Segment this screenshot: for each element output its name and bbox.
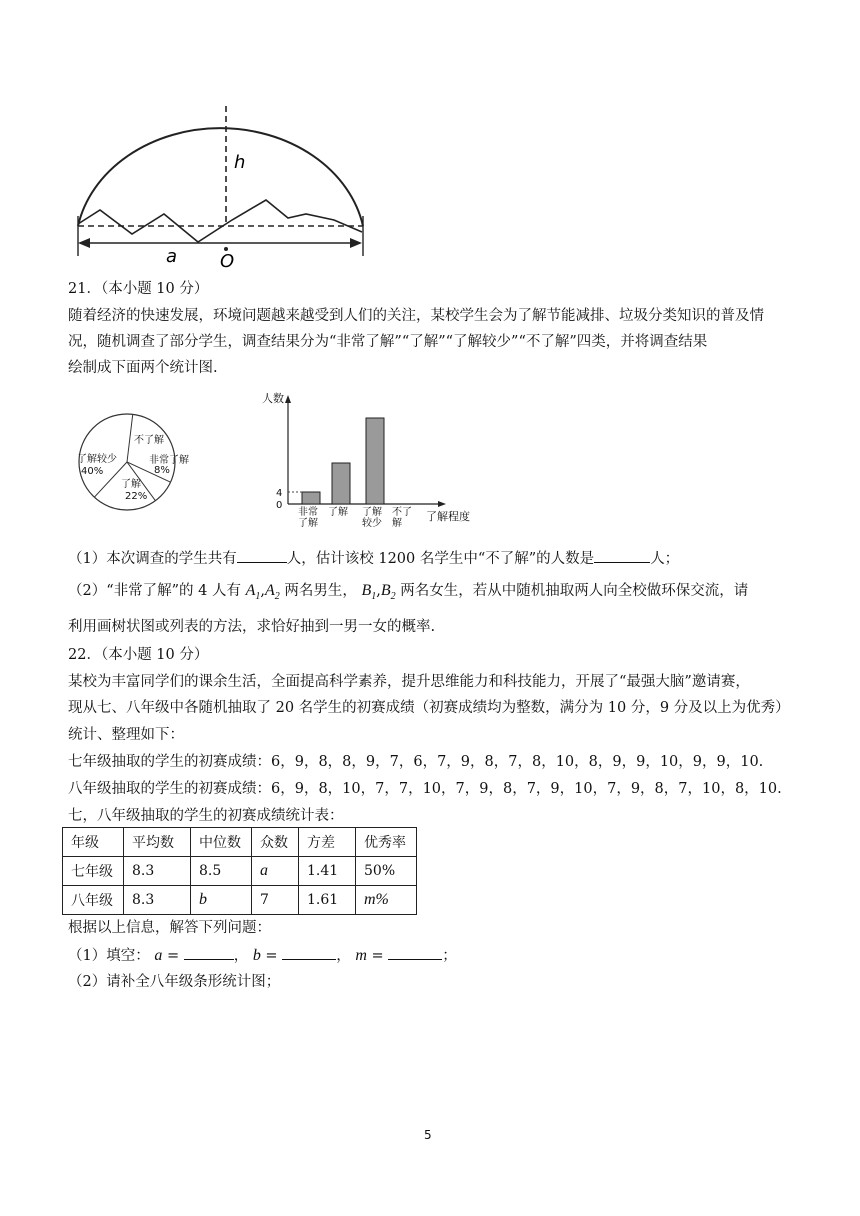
q21-para1: 随着经济的快速发展，环境问题越来越受到人们的关注，某校学生会为了解节能减排、垃圾分类知识的普及情 [68, 308, 764, 324]
pie-slice-label: 非常了解 [149, 455, 189, 466]
table-header-cell: 中位数 [191, 828, 252, 857]
table-cell: a [252, 857, 299, 886]
x-axis-arrow [438, 501, 446, 507]
table-header-row [63, 828, 417, 857]
q22-para3: 统计、整理如下： [68, 727, 184, 743]
symbol-a1: $A_1$ [245, 582, 261, 603]
stats-table [62, 827, 417, 915]
q22-instruction: 根据以上信息，解答下列问题： [68, 920, 271, 936]
bar [302, 492, 320, 504]
pie-value-label: 8% [154, 465, 170, 476]
x-tick-label: 了解 [362, 507, 382, 518]
q21-part1-b: 人，估计该校 1200 名学生中“不了解”的人数是 [286, 551, 595, 567]
blank-b[interactable] [282, 945, 336, 960]
blank-unknown-count[interactable] [594, 548, 650, 563]
q22-heading: 22．（本小题 10 分） [68, 647, 209, 663]
q21-part2-b: 两名男生， [284, 583, 357, 599]
table-cell: 8.3 [124, 857, 191, 886]
x-tick-label: 非常 [298, 507, 318, 518]
arrow-left-head [78, 238, 90, 248]
bar [332, 463, 350, 504]
q21-part2-line2: 利用画树状图或列表的方法，求恰好抽到一男一女的概率. [68, 619, 436, 635]
var-a: a [154, 947, 163, 964]
table-cell: 1.61 [299, 886, 356, 915]
page-number: 5 [424, 1128, 432, 1142]
pie-chart [72, 410, 189, 516]
x-axis-label: 了解程度 [426, 510, 470, 523]
table-cell: b [191, 886, 252, 915]
q22-para1: 某校为丰富同学们的课余生活，全面提高科学素养，提升思维能力和科技能力，开展了“最强大脑”邀请赛， [68, 674, 750, 690]
x-tick-label: 了解 [298, 518, 318, 529]
q22-para2: 现从七、八年级中各随机抽取了 20 名学生的初赛成绩（初赛成绩均为整数，满分为 10 分，9 分及以上为优秀） [68, 700, 790, 716]
q21-heading: 21．（本小题 10 分） [68, 281, 209, 297]
table-header-cell: 年级 [63, 828, 124, 857]
q22-table-caption: 七，八年级抽取的学生的初赛成绩统计表： [68, 808, 344, 824]
terrain-zigzag [78, 200, 362, 242]
pie-slice-boundary [127, 414, 133, 462]
pie-slice-label: 了解 [121, 479, 141, 490]
table-header-cell: 方差 [299, 828, 356, 857]
q22-part1: （1）填空： a = ， b = ， m = ； [68, 947, 457, 964]
var-b: b [252, 947, 261, 964]
pie-value-label: 40% [81, 466, 104, 477]
table-cell: m% [356, 886, 417, 915]
bar [366, 418, 384, 504]
symbol-a2: $A_2$ [265, 582, 280, 603]
y-axis-label: 人数 [262, 392, 284, 405]
q22-grade7-scores: 七年级抽取的学生的初赛成绩：6，9，8，8，9，7，6，7，9，8，7，8，10，8，9，9，10，9，9，10. [68, 754, 764, 770]
pie-slice-label: 了解较少 [77, 454, 117, 465]
blank-m[interactable] [388, 945, 442, 960]
pie-slice-label: 不了解 [134, 435, 164, 446]
table-cell: 1.41 [299, 857, 356, 886]
q21-para3: 绘制成下面两个统计图. [68, 360, 218, 376]
arrow-right-head [350, 238, 362, 248]
table-cell: 7 [252, 886, 299, 915]
q21-part1-c: 人； [650, 551, 680, 567]
table-cell: 七年级 [63, 857, 124, 886]
pie-value-label: 22% [125, 491, 148, 502]
table-cell: 八年级 [63, 886, 124, 915]
x-tick-label: 了解 [328, 507, 348, 518]
q21-part2-a: （2）“非常了解”的 4 人有 [68, 583, 241, 599]
x-tick-label: 不了 [392, 507, 412, 518]
table-header-cell: 平均数 [124, 828, 191, 857]
label-h: h [234, 152, 246, 173]
label-o: O [220, 251, 235, 272]
var-m: m [355, 947, 367, 964]
q22-part2: （2）请补全八年级条形统计图； [68, 974, 281, 990]
arch-semicircle [78, 128, 363, 226]
blank-total-students[interactable] [237, 548, 287, 563]
q21-part1-a: （1）本次调查的学生共有 [68, 551, 237, 567]
x-tick-label: 解 [392, 518, 402, 529]
arch-figure [60, 96, 380, 272]
y-tick-label: 4 [276, 488, 283, 499]
table-header-cell: 众数 [252, 828, 299, 857]
y-axis-arrow [285, 395, 291, 403]
bar-chart [258, 390, 482, 530]
symbol-b2: $B_2$ [380, 582, 396, 603]
table-row [63, 886, 417, 915]
y-tick-label: 0 [276, 500, 283, 511]
symbol-b1: $B_1$ [361, 582, 377, 603]
q22-grade8-scores: 八年级抽取的学生的初赛成绩：6，9，8，10，7，7，10，7，9，8，7，9，10，7，9，8，7，10，8，10. [68, 781, 782, 797]
x-tick-label: 较少 [362, 518, 382, 529]
table-cell: 8.5 [191, 857, 252, 886]
q21-para2: 况，随机调查了部分学生，调查结果分为“非常了解”“了解”“了解较少”“不了解”四类，并将调查结果 [68, 334, 708, 350]
table-header-cell: 优秀率 [356, 828, 417, 857]
q21-part2-c: 两名女生，若从中随机抽取两人向全校做环保交流，请 [400, 583, 749, 599]
q21-part1 [68, 548, 679, 569]
q21-part2: （2）“非常了解”的 4 人有 $A_1,A_2$ 两名男生， $B_1,B_2$ 两名女生，若从中随机抽取两人向全校做环保交流，请 [68, 582, 749, 603]
blank-a[interactable] [184, 945, 234, 960]
label-a: a [166, 246, 178, 267]
table-cell: 8.3 [124, 886, 191, 915]
table-cell: 50% [356, 857, 417, 886]
table-row [63, 857, 417, 886]
